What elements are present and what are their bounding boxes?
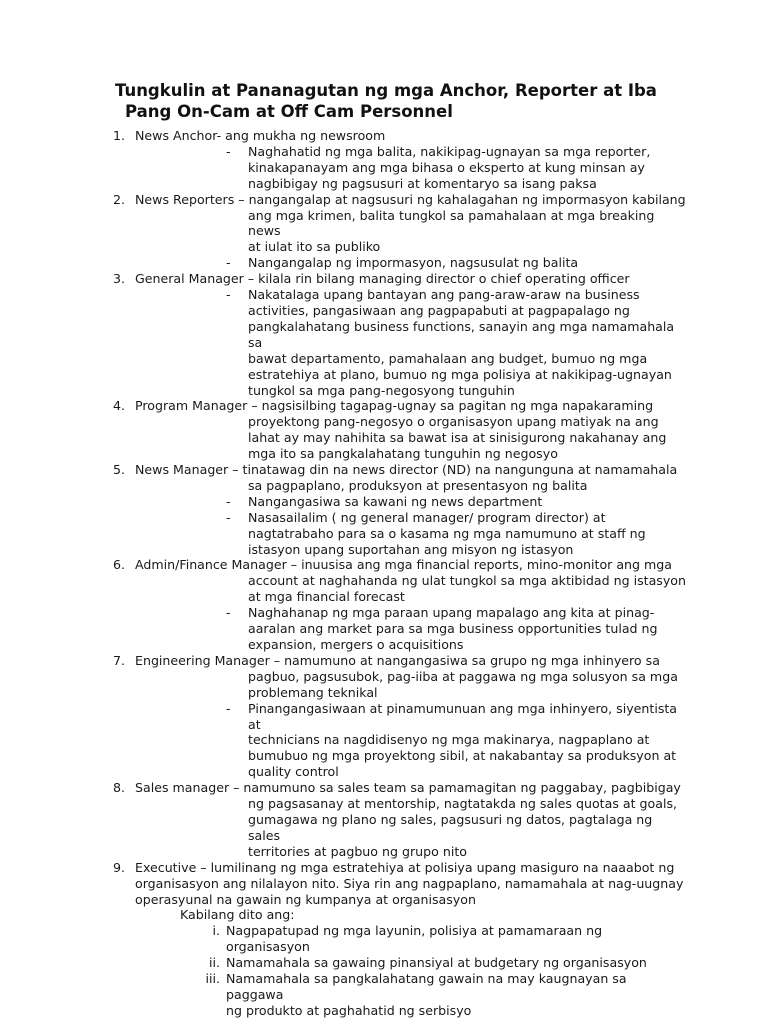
sublist-intro: Kabilang dito ang:: [180, 907, 295, 923]
list-item: [0, 398, 768, 462]
text-line: proyektong pang-negosyo o organisasyon upang matiyak na ang: [248, 414, 659, 430]
text-line: at mga financial forecast: [248, 589, 405, 605]
text-line: ng produkto at paghahatid ng serbisyo: [226, 1002, 472, 1018]
dash-marker: -: [226, 143, 231, 159]
text-line: at iulat ito sa publiko: [248, 239, 381, 255]
title-line-1: Tungkulin at Pananagutan ng mga Anchor, Reporter at Iba: [115, 81, 657, 100]
item-number: 2.: [113, 191, 126, 207]
roman-subitem: [0, 971, 768, 1019]
text-line: nagtatrabaho para sa o kasama ng mga namumuno at staff ng: [248, 525, 646, 541]
bullet-point: [0, 701, 768, 781]
dash-marker: -: [226, 605, 231, 621]
text-line: Executive – lumilinang ng mga estratehiya at polisiya upang masiguro na naaabot ng: [135, 859, 675, 875]
bullet-point: [0, 144, 768, 192]
text-line: gumagawa ng plano ng sales, pagsusuri ng datos, pagtalaga ng sales: [248, 811, 653, 843]
text-line: Pinangangasiwaan at pinamumunuan ang mga inhinyero, siyentista at: [248, 700, 678, 732]
text-line: quality control: [248, 764, 339, 780]
text-line: Namamahala sa gawaing pinansiyal at budgetary ng organisasyon: [226, 955, 647, 971]
document-title: [115, 80, 715, 122]
item-number: 3.: [113, 271, 126, 287]
text-line: territories at pagbuo ng grupo nito: [248, 843, 467, 859]
text-line: News Manager – tinatawag din na news director (ND) na nangunguna at namamahala: [135, 462, 678, 478]
dash-marker: -: [226, 509, 231, 525]
item-number: 4.: [113, 398, 126, 414]
title-line-2: Pang On-Cam at Off Cam Personnel: [125, 102, 453, 121]
text-line: Admin/Finance Manager – inuusisa ang mga financial reports, mino-monitor ang mga: [135, 557, 673, 573]
text-line: nagbibigay ng pagsusuri at komentaryo sa isang paksa: [248, 175, 597, 191]
list-item: [0, 128, 768, 192]
text-line: mga ito sa pangkalahatang tunguhin ng negosyo: [248, 446, 558, 462]
text-line: Nagpapatupad ng mga layunin, polisiya at pamamaraan ng organisasyon: [226, 923, 603, 955]
text-line: Engineering Manager – namumuno at nangangasiwa sa grupo ng mga inhinyero sa: [135, 652, 660, 668]
text-line: expansion, mergers o acquisitions: [248, 637, 464, 652]
list-item: [0, 653, 768, 780]
list-item: [0, 780, 768, 860]
bullet-point: [0, 510, 768, 558]
text-line: bumubuo ng mga proyektong sibil, at nakabantay sa produksyon at: [248, 748, 677, 764]
text-line: Program Manager – nagsisilbing tagapag-ugnay sa pagitan ng mga napakaraming: [135, 398, 654, 414]
item-number: 1.: [113, 128, 126, 143]
text-line: Namamahala sa pangkalahatang gawain na may kaugnayan sa paggawa: [226, 971, 627, 1002]
text-line: Naghahatid ng mga balita, nakikipag-ugnayan sa mga reporter,: [248, 143, 651, 159]
item-number: 6.: [113, 557, 126, 573]
text-line: Nasasailalim ( ng general manager/ program director) at: [248, 509, 606, 525]
roman-subitem: [0, 923, 768, 955]
item-number: 7.: [113, 652, 126, 668]
text-line: istasyon upang suportahan ang misyon ng istasyon: [248, 541, 574, 557]
text-line: ng pagsasanay at mentorship, nagtatakda ng sales quotas at goals,: [248, 796, 678, 812]
roman-numeral: ii.: [208, 955, 220, 971]
text-line: Nangangalap ng impormasyon, nagsusulat ng balita: [248, 255, 579, 271]
dash-marker: -: [226, 493, 231, 509]
text-line: General Manager – kilala rin bilang managing director o chief operating officer: [135, 271, 630, 287]
text-line: Naghahanap ng mga paraan upang mapalago ang kita at pinag-: [248, 605, 655, 621]
text-line: pangkalahatang business functions, sanayin ang mga namamahala sa: [248, 318, 675, 350]
dash-marker: -: [226, 287, 231, 303]
text-line: bawat departamento, pamahalaan ang budget, bumuo ng mga: [248, 350, 648, 366]
item-number: 5.: [113, 462, 126, 478]
text-line: sa pagpaplano, produksyon at presentasyon ng balita: [248, 477, 588, 493]
text-line: problemang teknikal: [248, 684, 378, 700]
text-line: lahat ay may nahihita sa bawat isa at sinisigurong nakahanay ang: [248, 430, 667, 446]
text-line: pagbuo, pagsusubok, pag-iiba at paggawa ng mga solusyon sa mga: [248, 668, 678, 684]
dash-marker: -: [226, 255, 231, 271]
text-line: News Anchor- ang mukha ng newsroom: [135, 128, 386, 143]
text-line: organisasyon ang nilalayon nito. Siya rin ang nagpaplano, namamahala at nag-uugnay: [135, 875, 684, 891]
text-line: activities, pangasiwaan ang pagpapabuti at pagpapalago ng: [248, 302, 630, 318]
list-item: [0, 557, 768, 652]
text-line: Nakatalaga upang bantayan ang pang-araw-araw na business: [248, 287, 640, 303]
bullet-point: [0, 287, 768, 398]
item-number: 8.: [113, 780, 126, 796]
text-line: ang mga krimen, balita tungkol sa pamahalaan at mga breaking news: [248, 207, 655, 239]
text-line: kinakapanayam ang mga bihasa o eksperto at kung minsan ay: [248, 159, 645, 175]
dash-marker: -: [226, 700, 231, 716]
text-line: estratehiya at plano, bumuo ng mga polisiya at nakikipag-ugnayan: [248, 366, 672, 382]
list-item: [0, 271, 768, 398]
text-line: technicians na nagdidisenyo ng mga makinarya, nagpaplano at: [248, 732, 650, 748]
list-item: [0, 462, 768, 557]
text-line: tungkol sa mga pang-negosyong tunguhin: [248, 382, 515, 398]
text-line: aaralan ang market para sa mga business opportunities tulad ng: [248, 621, 658, 637]
list-item: [0, 860, 768, 1019]
text-line: operasyunal na gawain ng kumpanya at organisasyon: [135, 891, 476, 907]
duties-list: [0, 128, 768, 1019]
bullet-point: [0, 494, 768, 510]
roman-subitem: [0, 955, 768, 971]
item-number: 9.: [113, 859, 126, 875]
roman-numeral: iii.: [205, 971, 220, 987]
bullet-point: [0, 605, 768, 653]
text-line: Nangangasiwa sa kawani ng news department: [248, 493, 543, 509]
text-line: Sales manager – namumuno sa sales team sa pamamagitan ng paggabay, pagbibigay: [135, 780, 681, 796]
bullet-point: [0, 255, 768, 271]
list-item: [0, 192, 768, 272]
text-line: News Reporters – nangangalap at nagsusuri ng kahalagahan ng impormasyon kabilang: [135, 191, 686, 207]
roman-numeral: i.: [212, 923, 220, 939]
text-line: account at naghahanda ng ulat tungkol sa mga aktibidad ng istasyon: [248, 573, 686, 589]
